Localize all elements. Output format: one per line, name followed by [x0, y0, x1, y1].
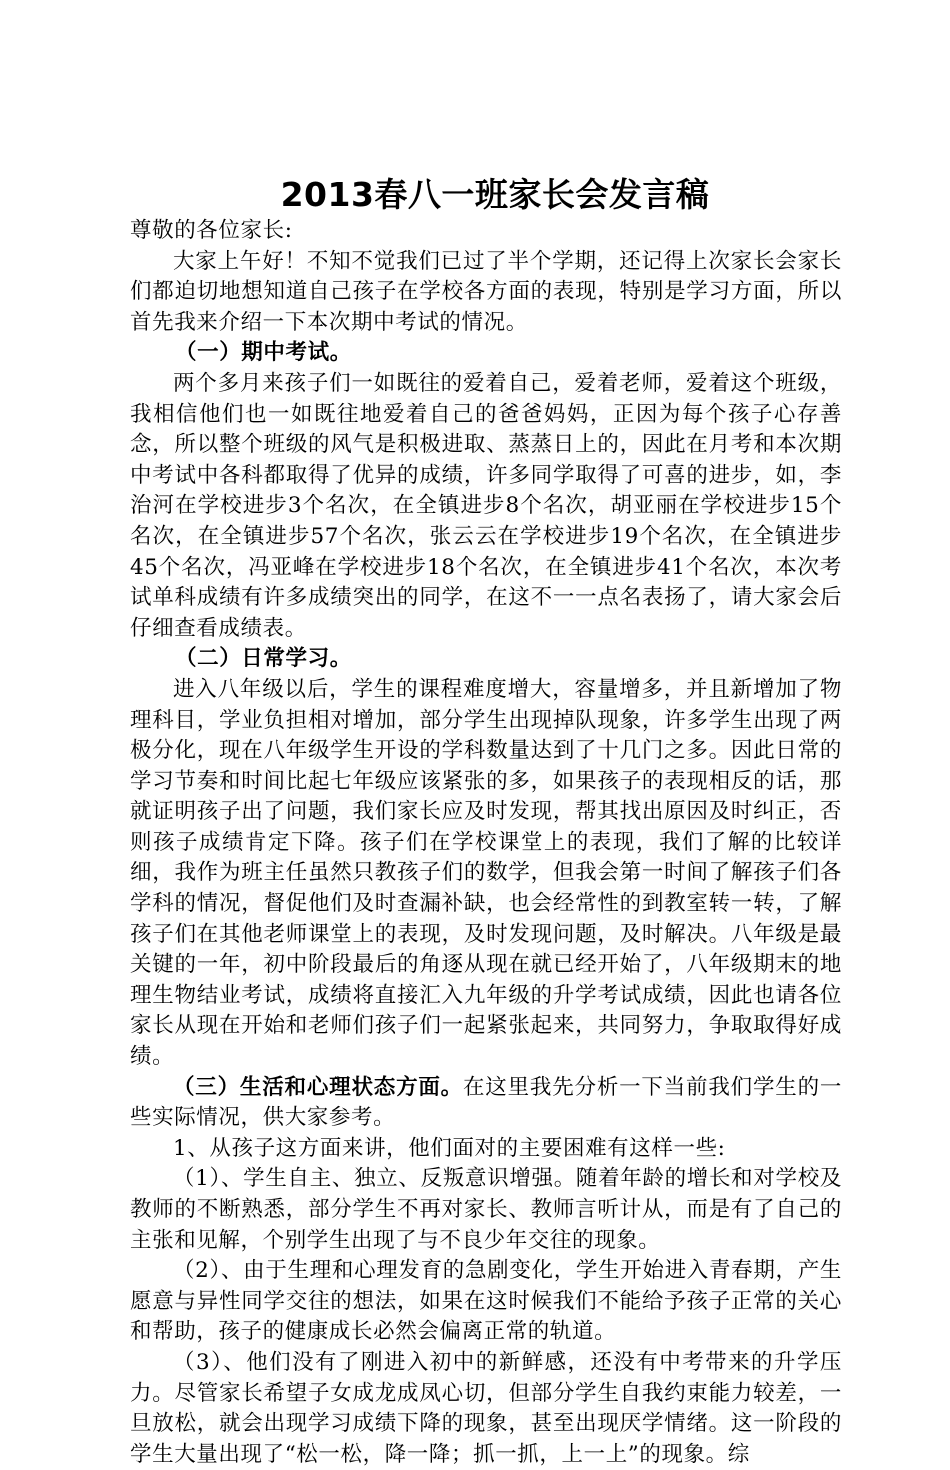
intro-paragraph: 大家上午好！不知不觉我们已过了半个学期，还记得上次家长会家长们都迫切地想知道自己孩子在学校各方面的表现，特别是学习方面，所以首先我来介绍一下本次期中考试的情况。: [130, 248, 842, 335]
section3-sub1: （1）、学生自主、独立、反叛意识增强。随着年龄的增长和对学校及教师的不断熟悉，部分学生不再对家长、教师言听计从，而是有了自己的主张和见解，个别学生出现了与不良少年交往的现象。: [130, 1166, 842, 1253]
section1-heading: （一）期中考试。: [175, 340, 352, 366]
document-title: 2013春八一班家长会发言稿: [280, 175, 710, 214]
section1-body: 两个多月来孩子们一如既往的爱着自己，爱着老师，爱着这个班级，我相信他们也一如既往地爱着自己的爸爸妈妈，正因为每个孩子心存善念，所以整个班级的风气是积极进取、蒸蒸日上的，因此在月考和本次期中考试中各科都取得了优异的成绩，许多同学取得了可喜的进步，如，李治河在学校进步3个名次，在全镇进步8个名次，胡亚丽在学校进步15个名次，在全镇进步57个名次，张云云在学校进步19个名次，在全镇进步45个名次，冯亚峰在学校进步18个名次，在全镇进步41个名次，本次考试单科成绩有许多成绩突出的同学，在这不一一点名表扬了，请大家会后仔细查看成绩表。: [130, 370, 842, 641]
section2-body: 进入八年级以后，学生的课程难度增大，容量增多，并且新增加了物理科目，学业负担相对增加，部分学生出现掉队现象，许多学生出现了两极分化，现在八年级学生开设的学科数量达到了十几门之多。因此日常的学习节奏和时间比起七年级应该紧张的多，如果孩子的表现相反的话，那就证明孩子出了问题，我们家长应及时发现，帮其找出原因及时纠正，否则孩子成绩肯定下降。孩子们在学校课堂上的表现，我们了解的比较详细，我作为班主任虽然只教孩子们的数学，但我会第一时间了解孩子们各学科的情况，督促他们及时查漏补缺，也会经常性的到教室转一转，了解孩子们在其他老师课堂上的表现，及时发现问题，及时解决。八年级是最关键的一年，初中阶段最后的角逐从现在就已经开始了，八年级期末的地理生物结业考试，成绩将直接汇入九年级的升学考试成绩，因此也请各位家长从现在开始和老师们孩子们一起紧张起来，共同努力，争取取得好成绩。: [130, 676, 842, 1070]
section3-sub2: （2）、由于生理和心理发育的急剧变化，学生开始进入青春期，产生愿意与异性同学交往的想法，如果在这时候我们不能给予孩子正常的关心和帮助，孩子的健康成长必然会偏离正常的轨道。: [130, 1258, 842, 1345]
section2-heading: （二）日常学习。: [175, 646, 352, 672]
section3-sub3: （3）、他们没有了刚进入初中的新鲜感，还没有中考带来的升学压力。尽管家长希望子女成龙成凤心切，但部分学生自我约束能力较差，一旦放松，就会出现学习成绩下降的现象，甚至出现厌学情绪。这一阶段的学生大量出现了“松一松，降一降；抓一抓，上一上”的现象。综: [130, 1349, 842, 1467]
section3-body: 在这里我先分析一下当前我们学生的一些实际情况，供大家参考。: [130, 1074, 842, 1131]
section3-heading: （三）生活和心理状态方面。: [173, 1074, 463, 1100]
section3-paragraph: [130, 1073, 842, 1134]
document-page: [130, 172, 842, 1470]
section3-item1: 1、从孩子这方面来讲，他们面对的主要困难有这样一些:: [173, 1135, 726, 1161]
greeting: 尊敬的各位家长:: [130, 218, 293, 243]
